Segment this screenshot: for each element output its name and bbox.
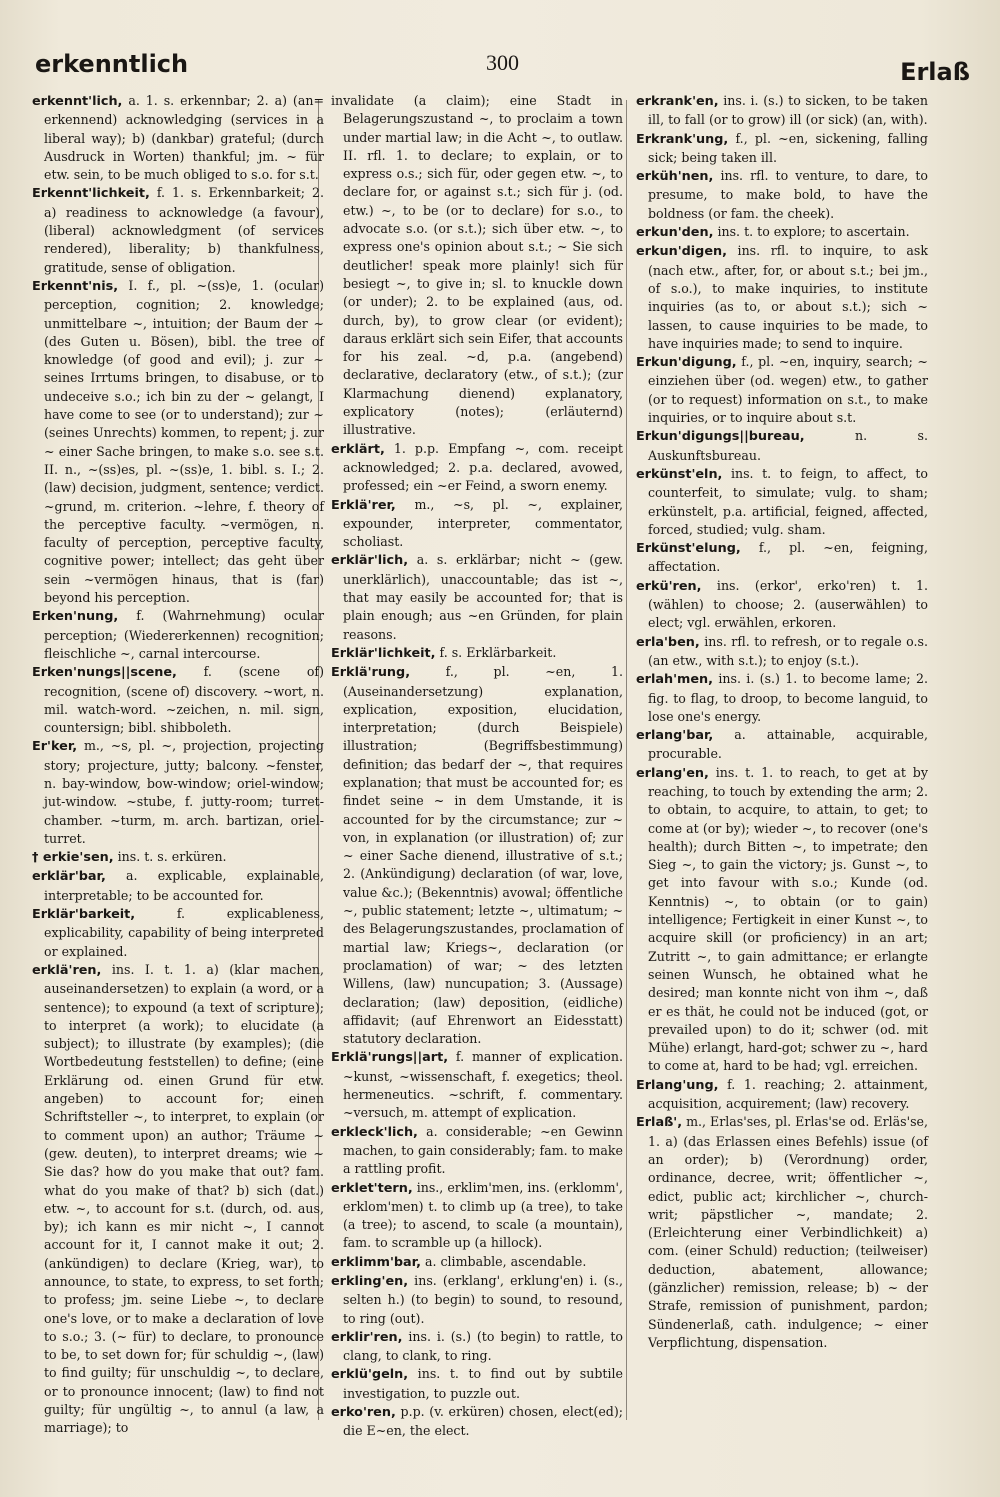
entry-headword: erklet'tern,: [331, 1180, 413, 1196]
dictionary-entry: [32, 92, 324, 184]
dictionary-entry: [636, 633, 928, 671]
entry-headword: erkennt'lich,: [32, 94, 123, 109]
entry-definition: ins. rfl. to venture, to dare, to presume, to make bold, to have the boldness (or fam. the cheek).: [648, 168, 928, 221]
entry-headword: Erklär'barkeit,: [32, 907, 136, 923]
entry-definition: f. (Wahrnehmung) ocular perception; (Wiedererkennen) recognition; fleischliche ~, carnal intercourse.: [44, 608, 324, 661]
entry-definition: f., pl. ~en, 1. (Auseinandersetzung) explanation, explication, exposition, elucidation, interpretation; (durch Beispiele) illustration; (Begriffsbestimmung) definition; das bedarf der ~, that requires explanation; that must be accounted for; es findet seine ~ in dem Umstande, it is accounted for by the circumstance; zur ~ von, in explanation (or illustration) of; zur ~ einer Sache dienend, illustrative of s.t.; 2. (Ankündigung) declaration (of war, love, value &c.); (Bekenntnis) avowal; öffentliche ~, public statement; letzte ~, ultimatum; ~ des Belagerungszustandes, proclamation of martial law; Kriegs~, declaration (or proclamation) of war; ~ des letzten Willens, (law) nuncupation; 3. (Aussage) declaration; (law) deposition, (eidliche) affidavit; (auf Ehrenwort an Eidesstatt) statutory declaration.: [343, 664, 623, 1047]
entry-headword: erklär'lich,: [331, 553, 409, 569]
dictionary-entry: [636, 670, 928, 726]
entry-definition: ins., erklim'men, ins. (erklomm', erklom'men) t. to climb up (a tree), to take (a tree); to ascend, to scale (a mountain), fam. to scramble up (a hillock).: [343, 1179, 623, 1251]
entry-headword: erkun'digen,: [636, 244, 727, 260]
entry-definition: ins. (erklang', erklung'en) i. (s., selten h.) (to begin) to sound, to resound, to ring (out).: [343, 1273, 623, 1326]
entry-headword: Erken'nungs||scene,: [32, 665, 177, 681]
dictionary-entry: [331, 1328, 623, 1366]
entry-definition: ins. rfl. to refresh, or to regale o.s. (an etw., with s.t.); to enjoy (s.t.).: [648, 633, 928, 668]
entry-definition: a. considerable; ~en Gewinn machen, to gain considerably; fam. to make a rattling profit.: [343, 1123, 623, 1177]
dictionary-entry: [32, 663, 324, 737]
entry-definition: a. explicable, explainable, interpretable; to be accounted for.: [44, 868, 324, 903]
entry-definition: ins. i. (s.) to sicken, to be taken ill, to fall (or to grow) ill (or sick) (an, with).: [648, 93, 928, 128]
dictionary-entry: [636, 130, 928, 168]
entry-definition: ins. i. (s.) 1. to become lame; 2. fig. to flag, to droop, to become languid, to lose one's energy.: [648, 671, 928, 724]
entry-definition: f., pl. ~en, feigning, affectation.: [648, 540, 928, 575]
entry-headword: erkünst'eln,: [636, 466, 723, 482]
dictionary-entry: [331, 1048, 623, 1122]
dictionary-entry: [636, 427, 928, 465]
entry-headword: erklimm'bar,: [331, 1254, 421, 1270]
entry-headword: Erken'nung,: [32, 609, 119, 625]
entry-definition: ins. i. (s.) (to begin) to rattle, to clang, to clank, to ring.: [343, 1328, 623, 1364]
dictionary-columns: [32, 92, 932, 1439]
entry-headword: Erkun'digungs||bureau,: [636, 429, 805, 445]
entry-headword: Erklä'rungs||art,: [331, 1050, 449, 1066]
entry-definition: f., pl. ~en, inquiry, search; ~ einziehen über (od. wegen) etw., to gather (or to request) information on s.t., to make inquiries, or to inquire about s.t.: [648, 354, 928, 426]
page-header: [35, 40, 970, 90]
entry-definition: m., ~s, pl. ~, explainer, expounder, interpreter, commentator, scholiast.: [343, 496, 623, 550]
entry-definition: f. (scene of) recognition, (scene of) discovery. ~wort, n. mil. watch-word. ~zeichen, n. mil. sign, countersign; bibl. shibboleth.: [44, 664, 324, 736]
entry-definition: f. 1. s. Erkennbarkeit; 2. a) readiness to acknowledge (a favour), (liberal) acknowledgment (of services rendered), liberality; b) thankfulness, gratitude, sense of obligation.: [44, 185, 324, 275]
entry-headword: Erkennt'lichkeit,: [32, 186, 150, 202]
dictionary-entry: [636, 726, 928, 764]
dictionary-entry: [636, 1076, 928, 1114]
entry-definition: a. climbable, ascendable.: [420, 1253, 587, 1269]
entry-headword: Erklär'lichkeit,: [331, 645, 436, 661]
dictionary-entry: [331, 644, 623, 663]
dictionary-entry: [636, 353, 928, 427]
dictionary-entry: [32, 277, 324, 607]
entry-headword: erklär'bar,: [32, 869, 106, 885]
entry-definition: a. s. erklärbar; nicht ~ (gew. unerklärlich), unaccountable; das ist ~, that may easily be accounted for; that is plain enough; aus ~en Gründen, for plain reasons.: [343, 552, 623, 642]
entry-definition: f. 1. reaching; 2. attainment, acquisition, acquirement; (law) recovery.: [648, 1076, 928, 1112]
entry-headword: erlah'men,: [636, 672, 714, 688]
dictionary-entry: [331, 1253, 623, 1272]
dictionary-entry: [32, 607, 324, 663]
entry-definition: ins. t. to feign, to affect, to counterfeit, to simulate; vulg. to sham; erkünstelt, p.a. artificial, feigned, affected, forced, studied; vulg. sham.: [648, 465, 928, 537]
entry-headword: Erlang'ung,: [636, 1077, 719, 1093]
dictionary-entry: [636, 92, 928, 130]
entry-definition: ins. t. s. erküren.: [113, 849, 227, 865]
column-1: [32, 92, 324, 1438]
entry-definition: a. 1. s. erkennbar; 2. a) (an= erkennend) acknowledging (services in a liberal way); b) (dankbar) grateful; (durch Ausdruck in Worten) thankful; jm. ~ für etw. sein, to be much obliged to s.o. for s.t.: [44, 93, 324, 183]
dictionary-entry: [636, 167, 928, 223]
dictionary-entry: [331, 1123, 623, 1179]
entry-headword: Erkennt'nis,: [32, 278, 119, 294]
dictionary-entry: [32, 961, 324, 1438]
dictionary-entry: [636, 465, 928, 539]
dictionary-entry: [32, 905, 324, 961]
entry-headword: erklir'ren,: [331, 1329, 403, 1345]
entry-headword: erküh'nen,: [636, 169, 714, 185]
right-running-headword: Erlaß: [900, 58, 970, 86]
entry-definition: ins. (erkor', erko'ren) t. 1. (wählen) to choose; 2. (auserwählen) to elect; vgl. erwählen, erkoren.: [648, 577, 928, 631]
dictionary-entry: [636, 539, 928, 577]
dictionary-entry: [636, 764, 928, 1076]
entry-headword: Erkrank'ung,: [636, 131, 729, 147]
dictionary-entry: [331, 663, 623, 1048]
left-running-headword: erkenntlich: [35, 50, 189, 78]
entry-headword: erlang'bar,: [636, 728, 714, 744]
entry-definition: invalidate (a claim); eine Stadt in Belagerungszustand ~, to proclaim a town under martial law; in die Acht ~, to outlaw. II. rfl. 1. to declare; to explain, or to express o.s.; sich für, oder gegen etw. ~, to declare for, or against s.t.; sich für j. (od. etw.) ~, to be (or to declare) for s.o., to advocate s.o. (or s.t.); sich über etw. ~, to express one's opinion about s.t.; ~ Sie sich deutlicher! speak more plainly! sich für besiegt ~, to give in; sl. to knuckle down (or under); 2. to be explained (aus, od. durch, by), to grow clear (or evident); daraus erklärt sich sein Eifer, that accounts for his zeal. ~d, p.a. (angebend) declarative, declaratory (etw., of s.t.); (zur Klarmachung dienend) explanatory, explicatory (notes); (erläuternd) illustrative.: [331, 93, 623, 438]
entry-definition: I. f., pl. ~(ss)e, 1. (ocular) perception, cognition; 2. knowledge; unmittelbare ~, intuition; der Baum der ~ (des Guten u. Bösen), bibl. the tree of knowledge (of good and evil); j. zur ~ seines Irrtums bringen, to disabuse, or to undeceive s.o.; ich bin zu der ~ gelangt, I have come to see (or to understand); zur ~ (seines Unrechts) kommen, to repent; j. zur ~ einer Sache bringen, to make s.o. see s.t. II. n., ~(ss)es, pl. ~(ss)e, 1. bibl. s. I.; 2. (law) decision, judgment, sentence; verdict. ~grund, m. criterion. ~lehre, f. theory of the perceptive faculty. ~vermögen, n. faculty of perception, perceptive faculty, cognitive power; intellect; das geht über sein ~vermögen hinaus, that is (far) beyond his perception.: [44, 277, 324, 606]
entry-headword: erlang'en,: [636, 765, 709, 781]
dictionary-entry: [331, 496, 623, 552]
entry-headword: erkun'den,: [636, 225, 714, 241]
entry-definition: f. manner of explication. ~kunst, ~wissenschaft, f. exegetics; theol. hermeneutics. ~schrift, f. commentary. ~versuch, m. attempt of explication.: [343, 1049, 623, 1121]
dictionary-entry: [32, 848, 324, 867]
entry-headword: erkü'ren,: [636, 578, 702, 594]
entry-headword: Erkünst'elung,: [636, 541, 741, 557]
dictionary-entry: [32, 184, 324, 276]
entry-headword: erklü'geln,: [331, 1367, 409, 1383]
dictionary-entry: [331, 440, 623, 496]
entry-definition: m., Erlas'ses, pl. Erlas'se od. Erläs'se, 1. a) (das Erlassen eines Befehls) issue (of an order); b) (Verordnung) order, ordinance, decree, writ; öffentlicher ~, edict, public act; kirchlicher ~, church-writ; päpstlicher ~, mandate; 2. (Erleichterung einer Verbindlichkeit) a) com. (einer Schuld) reduction; (teilweiser) deduction, abatement, allowance; (gänzlicher) remission, release; b) ~ der Strafe, remission of punishment, pardon; Sündenerlaß, cath. indulgence; ~ einer Verpflichtung, dispensation.: [648, 1114, 929, 1350]
entry-headword: Er'ker,: [32, 739, 78, 755]
dictionary-entry: [331, 1365, 623, 1403]
column-3: [636, 92, 928, 1352]
entry-definition: ins. t. 1. to reach, to get at by reaching, to touch by extending the arm; 2. to obtain, to acquire, to attain, to get; to come at (or by); wieder ~, to recover (one's health); durch Bitten ~, to impetrate; den Sieg ~, to gain the victory; js. Gunst ~, to get into favour with s.o.; Kunde (od. Kenntnis) ~, to obtain (or to gain) intelligence; Fertigkeit in einer Kunst ~, to acquire skill (or proficiency) in an art; Zutritt ~, to gain admittance; er erlangte seinen Wunsch, he obtained what he desired; man konnte nicht von ihm ~, daß er es thät, he could not be induced (got, or prevailed upon) to do it; schwer (od. mit Mühe) erlangt, hard-got; schwer zu ~, hard to come at, hard to be had; vgl. erreichen.: [648, 764, 928, 1074]
column-2: [331, 92, 623, 1441]
entry-headword: erkrank'en,: [636, 94, 719, 109]
entry-definition: ins. I. t. 1. a) (klar machen, auseinandersetzen) to explain (a word, or a sentence); to expound (a text of scripture); to interpret (a work); to elucidate (a subject); to illustrate (by examples); (die Wortbedeutung feststellen) to define; (eine Erklärung od. einen Grund für etw. angeben) to account for; einen Schriftsteller ~, to interpret, to explain (or to comment upon) an author; Träume ~ (gew. deuten), to interpret dreams; wie ~ Sie das? how do you make that out? fam. what do you make of that? b) sich (dat.) etw. ~, to account for s.t. (durch, od. aus, by); ich kann es mir nicht ~, I cannot account for it, I cannot make it out; 2. (ankündigen) to declare (Krieg, war), to announce, to state, to express, to set forth; to profess; jm. seine Liebe ~, to declare one's love, or to make a declaration of love to s.o.; 3. (~ für) to declare, to pronounce to be, to set down for; für schuldig ~, (law) to find guilty; für unschuldig ~, to declare, or to pronounce innocent; (law) to find not guilty; für ungültig ~, to annul (a law, a marriage); to: [44, 961, 324, 1436]
dictionary-entry: [331, 1272, 623, 1328]
entry-headword: Erklä'rer,: [331, 497, 396, 513]
dictionary-entry: [636, 242, 928, 353]
dictionary-entry: [32, 737, 324, 848]
entry-headword: † erkie'sen,: [32, 850, 114, 866]
entry-definition: n. s. Auskunftsbureau.: [648, 428, 928, 463]
dictionary-entry: [331, 92, 623, 440]
entry-definition: ins. t. to find out by subtile investigation, to puzzle out.: [343, 1366, 623, 1401]
page-number: 300: [486, 50, 519, 75]
entry-headword: Erklä'rung,: [331, 665, 411, 681]
entry-definition: p.p. (v. erküren) chosen, elect(ed); die E~en, the elect.: [343, 1404, 623, 1439]
entry-headword: erkling'en,: [331, 1274, 409, 1289]
dictionary-entry: [636, 577, 928, 633]
entry-definition: f. s. Erklärbarkeit.: [435, 644, 557, 660]
entry-headword: Erkun'digung,: [636, 355, 737, 371]
entry-headword: erklä'ren,: [32, 962, 102, 978]
entry-headword: erla'ben,: [636, 634, 700, 650]
entry-headword: erko'ren,: [331, 1405, 396, 1421]
entry-definition: f., pl. ~en, sickening, falling sick; being taken ill.: [648, 130, 928, 165]
entry-headword: erkleck'lich,: [331, 1124, 418, 1140]
dictionary-entry: [32, 867, 324, 905]
entry-definition: m., ~s, pl. ~, projection, projecting story; projecture, jutty; balcony. ~fenster, n. bay-window, bow-window; oriel-window; jut-window. ~stube, f. jutty-room; turret-chamber. ~turm, m. arch. bartizan, oriel-turret.: [44, 738, 324, 846]
dictionary-entry: [331, 1403, 623, 1441]
entry-definition: ins. rfl. to inquire, to ask (nach etw., after, for, or about s.t.; bei jm., of s.o.), to make inquiries, to institute inquiries (as to, or about s.t.); sich ~ lassen, to cause inquiries to be made, to have inquiries made; to send to inquire.: [648, 243, 928, 351]
dictionary-entry: [636, 223, 928, 242]
entry-definition: f. explicableness, explicability, capability of being interpreted or explained.: [44, 906, 324, 959]
dictionary-entry: [331, 551, 623, 643]
entry-headword: Erlaß',: [636, 1115, 683, 1131]
entry-definition: 1. p.p. Empfang ~, com. receipt acknowledged; 2. p.a. declared, avowed, professed; ein ~er Feind, a sworn enemy.: [343, 440, 623, 494]
entry-definition: ins. t. to explore; to ascertain.: [713, 224, 910, 240]
dictionary-entry: [331, 1179, 623, 1253]
entry-definition: a. attainable, acquirable, procurable.: [648, 727, 928, 762]
entry-headword: erklärt,: [331, 441, 385, 457]
dictionary-entry: [636, 1113, 928, 1352]
